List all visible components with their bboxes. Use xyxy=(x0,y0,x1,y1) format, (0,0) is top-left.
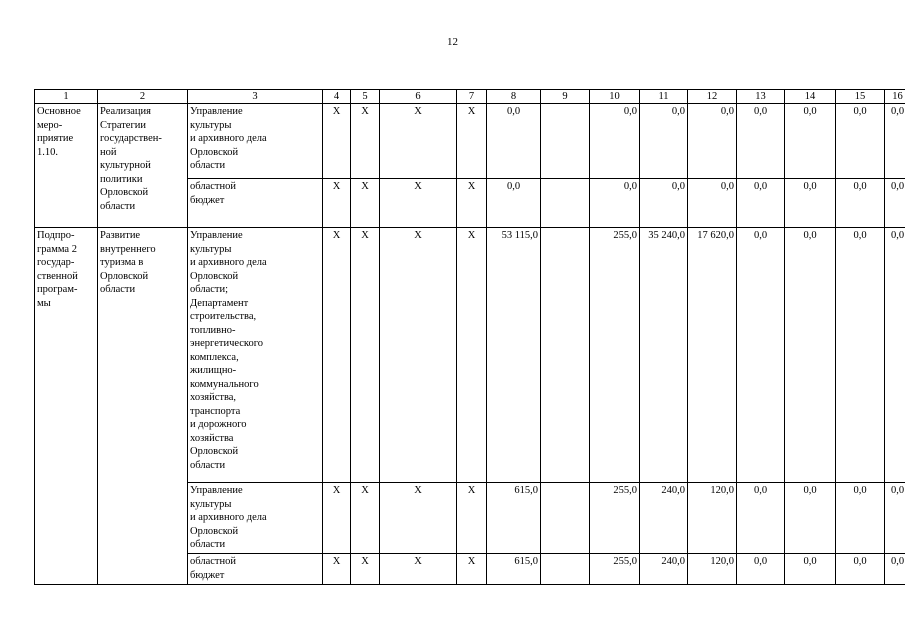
table-cell: Х xyxy=(457,228,487,483)
table-cell: 0,0 xyxy=(785,554,836,585)
table-cell: 0,0 xyxy=(737,228,785,483)
table-cell: Х xyxy=(351,228,380,483)
table-cell: Х xyxy=(457,179,487,228)
table-cell: 0,0 xyxy=(487,104,541,179)
section-name-cell: Подпро- грамма 2 государ- ственной програм- мы xyxy=(35,228,98,585)
table-cell: 0,0 xyxy=(836,179,885,228)
table-cell: 240,0 xyxy=(640,554,688,585)
table-cell: 0,0 xyxy=(640,104,688,179)
column-header: 1 xyxy=(35,90,98,104)
section-title-cell: Развитие внутреннего туризма в Орловской области xyxy=(98,228,188,585)
executor-cell: областной бюджет xyxy=(188,179,323,228)
column-header: 13 xyxy=(737,90,785,104)
table-cell: 615,0 xyxy=(487,554,541,585)
table-cell: Х xyxy=(323,554,351,585)
table-row xyxy=(35,104,905,179)
header-row xyxy=(35,90,905,104)
table-cell: 0,0 xyxy=(836,483,885,554)
table-cell xyxy=(541,228,590,483)
table-cell: 0,0 xyxy=(785,228,836,483)
table-cell: 0,0 xyxy=(885,179,905,228)
table-cell: Х xyxy=(323,104,351,179)
table-cell: 35 240,0 xyxy=(640,228,688,483)
column-header: 11 xyxy=(640,90,688,104)
column-header: 4 xyxy=(323,90,351,104)
table-cell xyxy=(541,554,590,585)
table-cell xyxy=(541,104,590,179)
table-cell: Х xyxy=(351,104,380,179)
table-cell: 0,0 xyxy=(590,179,640,228)
table-cell: Х xyxy=(351,554,380,585)
executor-cell: Управление культуры и архивного дела Орловской области; Департамент строительства, топливно- энергетического комплекса, жилищно- коммунального хозяйства, транспорта и дорожного хозяйства Орловской области xyxy=(188,228,323,483)
table-cell: 0,0 xyxy=(885,483,905,554)
column-header: 9 xyxy=(541,90,590,104)
table-cell: 255,0 xyxy=(590,483,640,554)
table-cell: 53 115,0 xyxy=(487,228,541,483)
table-cell: 0,0 xyxy=(885,554,905,585)
page-number: 12 xyxy=(447,36,458,48)
table-cell: 0,0 xyxy=(836,104,885,179)
table-cell: 120,0 xyxy=(688,554,737,585)
table-cell xyxy=(541,179,590,228)
column-header: 15 xyxy=(836,90,885,104)
table-cell xyxy=(541,483,590,554)
table-cell: 0,0 xyxy=(785,483,836,554)
table-cell: 240,0 xyxy=(640,483,688,554)
column-header: 8 xyxy=(487,90,541,104)
section-name-cell: Основное меро- приятие 1.10. xyxy=(35,104,98,228)
table-cell: 0,0 xyxy=(640,179,688,228)
table-cell: Х xyxy=(380,179,457,228)
table-cell: 0,0 xyxy=(737,554,785,585)
table-cell: Х xyxy=(351,483,380,554)
table-cell: 0,0 xyxy=(487,179,541,228)
table-cell: 0,0 xyxy=(836,228,885,483)
column-header: 14 xyxy=(785,90,836,104)
table-cell: Х xyxy=(457,483,487,554)
column-header: 5 xyxy=(351,90,380,104)
budget-table xyxy=(34,89,905,585)
table-cell: Х xyxy=(380,554,457,585)
column-header: 7 xyxy=(457,90,487,104)
table-cell: 615,0 xyxy=(487,483,541,554)
executor-cell: областной бюджет xyxy=(188,554,323,585)
executor-cell: Управление культуры и архивного дела Орловской области xyxy=(188,104,323,179)
table-cell: 0,0 xyxy=(737,483,785,554)
column-header: 6 xyxy=(380,90,457,104)
column-header: 12 xyxy=(688,90,737,104)
table-cell: Х xyxy=(323,483,351,554)
table-cell: 17 620,0 xyxy=(688,228,737,483)
table-cell: 0,0 xyxy=(836,554,885,585)
table-cell: 255,0 xyxy=(590,554,640,585)
table-cell: 0,0 xyxy=(885,228,905,483)
table-cell: Х xyxy=(351,179,380,228)
table-cell: 0,0 xyxy=(688,179,737,228)
table-cell: Х xyxy=(380,483,457,554)
table-cell: Х xyxy=(380,228,457,483)
table-cell: 0,0 xyxy=(688,104,737,179)
table-cell: Х xyxy=(457,104,487,179)
table-cell: 0,0 xyxy=(737,104,785,179)
column-header: 3 xyxy=(188,90,323,104)
table-row xyxy=(35,228,905,483)
table-cell: 120,0 xyxy=(688,483,737,554)
section-title-cell: Реализация Стратегии государствен- ной культурной политики Орловской области xyxy=(98,104,188,228)
table-cell: Х xyxy=(457,554,487,585)
table-cell: Х xyxy=(380,104,457,179)
table-cell: 0,0 xyxy=(785,104,836,179)
table-cell: 0,0 xyxy=(737,179,785,228)
table-cell: 255,0 xyxy=(590,228,640,483)
table-cell: 0,0 xyxy=(785,179,836,228)
executor-cell: Управление культуры и архивного дела Орловской области xyxy=(188,483,323,554)
column-header: 10 xyxy=(590,90,640,104)
table-cell: 0,0 xyxy=(590,104,640,179)
table-cell: Х xyxy=(323,179,351,228)
column-header: 16 xyxy=(885,90,905,104)
column-header: 2 xyxy=(98,90,188,104)
table-cell: Х xyxy=(323,228,351,483)
table-cell: 0,0 xyxy=(885,104,905,179)
